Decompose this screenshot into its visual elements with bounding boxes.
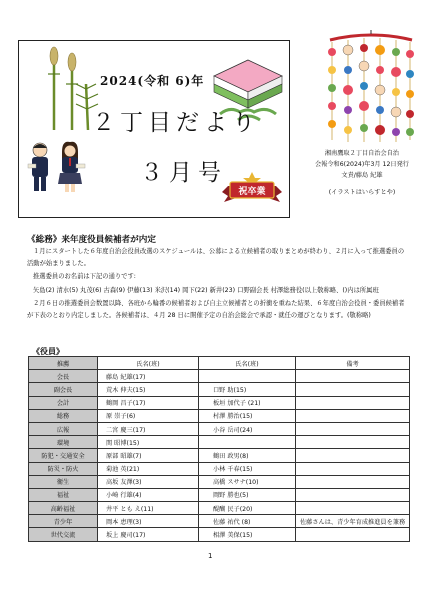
cell-role: 世代交流 — [29, 528, 98, 541]
table-row — [29, 462, 410, 475]
cell-name1: 関 昭博(15) — [98, 436, 199, 449]
graduation-badge — [222, 170, 282, 210]
issue-month: ３月号 — [140, 160, 227, 186]
cell-remark — [296, 396, 410, 409]
illustration-credit: (イラストはいらすとや) — [328, 189, 396, 196]
issue-date: 会報令和6(2024)年3月 12日発行 — [315, 161, 409, 168]
cell-remark — [296, 436, 410, 449]
cell-role: 高齢福祉 — [29, 502, 98, 515]
cell-remark — [296, 370, 410, 383]
paragraph-3: 矢島(2) 清水(5) 丸茂(6) 古森(9) 伊藤(13) 米沢(14) 岡下(22) 新井(23) 口野副会長 村澤総務役(以上敬称略、()内は所属班 — [33, 286, 379, 294]
cell-name1: 井平 とも え(11) — [98, 502, 199, 515]
cell-name1: 鶴岡 昌子(17) — [98, 396, 199, 409]
cell-name1: 二宮 慶三(17) — [98, 422, 199, 435]
paragraph-1: １月にスタートした６年度自治会役員改選のスケジュールは、公募による立候補者の取りまとめが終わり、２月に入って推選委員の活動が始まりました。 — [27, 248, 405, 267]
cell-name1: 小崎 行雄(4) — [98, 488, 199, 501]
cell-name1: 高坂 友澤(3) — [98, 475, 199, 488]
association-name: 湘南鷹取２丁目自治会自治 — [324, 150, 400, 157]
cell-name2: 佐藤 祐代 (8) — [199, 515, 296, 528]
table-row — [29, 370, 410, 383]
cell-role: 福祉 — [29, 488, 98, 501]
cell-name1: 岡本 恵理(3) — [98, 515, 199, 528]
badge-label: 祝卒業 — [238, 187, 266, 197]
graduates-illustration — [26, 140, 90, 196]
cell-remark — [296, 475, 410, 488]
cell-remark — [296, 528, 410, 541]
cell-name2 — [199, 370, 296, 383]
cell-name2: 高橋 スサナ(10) — [199, 475, 296, 488]
cell-name1: 藤島 紀雄(17) — [98, 370, 199, 383]
cell-role: 青少年 — [29, 515, 98, 528]
table-row — [29, 528, 410, 541]
table-row — [29, 449, 410, 462]
cell-role: 総務 — [29, 409, 98, 422]
roles-heading: 《役員》 — [32, 347, 64, 356]
cell-name1: 荒木 伸夫(15) — [98, 383, 199, 396]
table-header-row — [29, 357, 410, 370]
cell-name2: 醍醐 民子(20) — [199, 502, 296, 515]
cell-remark: 佐藤さんは、青少年育成推進員を兼務 — [296, 515, 410, 528]
cell-role: 防犯・交通安全 — [29, 449, 98, 462]
cell-remark — [296, 409, 410, 422]
table-row — [29, 409, 410, 422]
cell-remark — [296, 502, 410, 515]
cell-name2 — [199, 436, 296, 449]
editor-name: 文責/藤島 紀雄 — [341, 172, 383, 179]
article-heading: 《総務》来年度役員候補者が内定 — [27, 235, 156, 245]
cell-role: 広報 — [29, 422, 98, 435]
table-row — [29, 502, 410, 515]
table-row — [29, 396, 410, 409]
table-row — [29, 488, 410, 501]
cell-name2: 板垣 加代子 (21) — [199, 396, 296, 409]
cell-remark — [296, 462, 410, 475]
cell-name2: 口野 助(15) — [199, 383, 296, 396]
cell-role: 防災・防火 — [29, 462, 98, 475]
cell-role: 環境 — [29, 436, 98, 449]
cell-role: 会計 — [29, 396, 98, 409]
cell-role: 会長 — [29, 370, 98, 383]
cell-name1: 菊池 英(21) — [98, 462, 199, 475]
table-row — [29, 515, 410, 528]
cell-name2: 小谷 岳司(24) — [199, 422, 296, 435]
table-row — [29, 383, 410, 396]
article-body — [27, 246, 409, 321]
paragraph-4: ２月６日の推選委員会数置以降、各班から輪番の候補者および自主立候補者との折衝を重ねた結果、６年度自治会役員・委員候補者が下表のとおり内定しました。各候補者は、４月 28 日に開催予定の自治会総会で承認・就任の運びとなります。(敬称略) — [27, 300, 405, 319]
header-remark: 備考 — [296, 357, 410, 370]
cell-role: 副会長 — [29, 383, 98, 396]
cell-name1: 原 崇子(6) — [98, 409, 199, 422]
officers-table — [28, 356, 410, 542]
hanging-ornament-illustration — [322, 30, 420, 148]
cell-name2: 相澤 美保(15) — [199, 528, 296, 541]
header-name1: 氏名(班) — [98, 357, 199, 370]
page-number: 1 — [208, 552, 213, 560]
cell-name2: 小林 千春(15) — [199, 462, 296, 475]
table-row — [29, 436, 410, 449]
cell-remark — [296, 488, 410, 501]
table-row — [29, 475, 410, 488]
cell-name2: 岡野 勝也(5) — [199, 488, 296, 501]
paragraph-2: 推選委員のお名前は下記の通りです: — [33, 273, 136, 280]
cell-remark — [296, 383, 410, 396]
cell-name2: 村澤 勝治(15) — [199, 409, 296, 422]
table-row — [29, 422, 410, 435]
header-role: 推薦 — [29, 357, 98, 370]
issue-year: 2024(令和 6)年 — [100, 74, 205, 88]
cell-name1: 坂上 慶司(17) — [98, 528, 199, 541]
cell-remark — [296, 422, 410, 435]
cell-role: 衛生 — [29, 475, 98, 488]
table-body — [29, 370, 410, 541]
newsletter-title: ２丁目だより — [92, 110, 260, 136]
cell-name1: 原部 昭雄(7) — [98, 449, 199, 462]
publisher-info — [302, 148, 422, 198]
cell-name2: 鶴田 政男(8) — [199, 449, 296, 462]
cell-remark — [296, 449, 410, 462]
header-name2: 氏名(班) — [199, 357, 296, 370]
